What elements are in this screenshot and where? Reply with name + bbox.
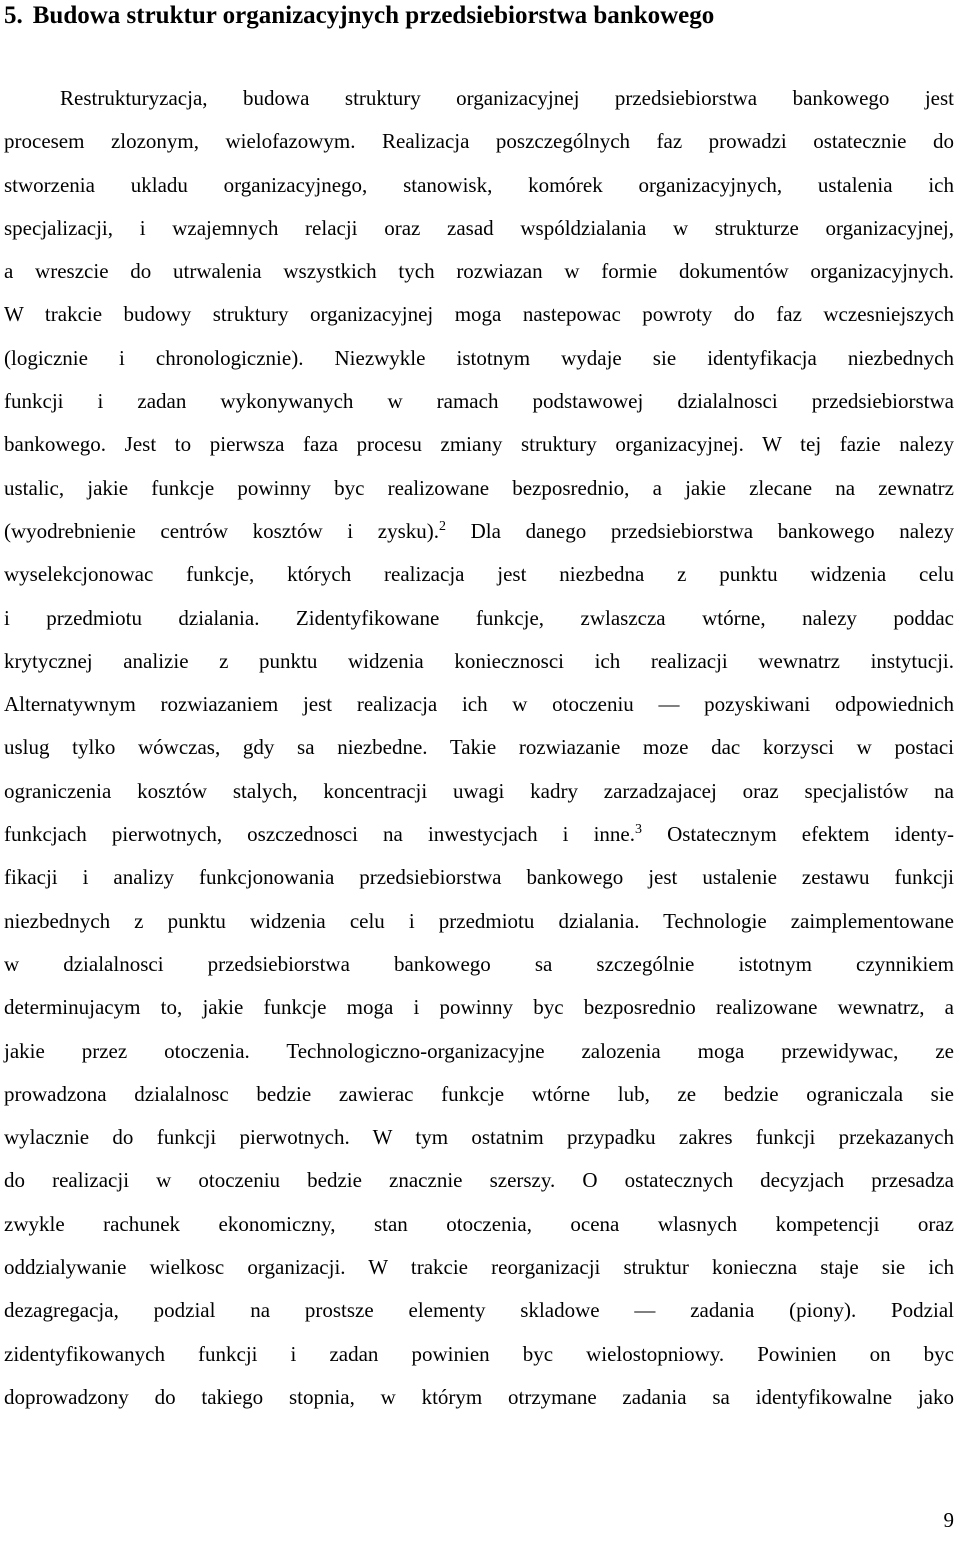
- text-line: bankowego. Jest to pierwsza faza procesu zmiany struktury organizacyjnej. W tej fazie nalezy: [4, 432, 954, 457]
- text-line: wylacznie do funkcji pierwotnych. W tym ostatnim przypadku zakres funkcji przekazanych: [4, 1125, 954, 1150]
- text-line: i przedmiotu dzialania. Zidentyfikowane funkcje, zwlaszcza wtórne, nalezy poddac: [4, 605, 954, 630]
- text-line: oddzialywanie wielkosc organizacji. W trakcie reorganizacji struktur konieczna staje sie ich: [4, 1255, 954, 1280]
- text-line: determinujacym to, jakie funkcje moga i powinny byc bezposrednio realizowane wewnatrz, a: [4, 995, 954, 1020]
- text-line: a wreszcie do utrwalenia wszystkich tych rozwiazan w formie dokumentów organizacyjnych.: [4, 259, 954, 284]
- text-line: do realizacji w otoczeniu bedzie znacznie szerszy. O ostatecznych decyzjach przesadza: [4, 1168, 954, 1193]
- section-number: 5.: [4, 2, 23, 29]
- body-paragraph: [4, 77, 954, 1419]
- text-line: fikacji i analizy funkcjonowania przedsiebiorstwa bankowego jest ustalenie zestawu funkcji: [4, 865, 954, 890]
- text-line: specjalizacji, i wzajemnych relacji oraz zasad wspóldzialania w strukturze organizacyjnej,: [4, 215, 954, 240]
- text-fragment: Dla danego przedsiebiorstwa bankowego nalezy: [446, 518, 954, 543]
- section-heading: [4, 2, 954, 30]
- text-line: dezagregacja, podzial na prostsze elementy skladowe — zadania (piony). Podzial: [4, 1298, 954, 1323]
- text-line: krytycznej analizie z punktu widzenia koniecznosci ich realizacji wewnatrz instytucji.: [4, 648, 954, 673]
- text-line: doprowadzony do takiego stopnia, w którym otrzymane zadania sa identyfikowalne jako: [4, 1384, 954, 1409]
- text-line: [4, 813, 954, 856]
- text-line: Restrukturyzacja, budowa struktury organizacyjnej przedsiebiorstwa bankowego jest: [60, 86, 954, 110]
- text-line: ograniczenia kosztów stalych, koncentracji uwagi kadry zarzadzajacej oraz specjalistów na: [4, 778, 954, 803]
- text-line: Alternatywnym rozwiazaniem jest realizacja ich w otoczeniu — pozyskiwani odpowiednich: [4, 692, 954, 717]
- text-line: ustalic, jakie funkcje powinny byc realizowane bezposrednio, a jakie zlecane na zewnatrz: [4, 475, 954, 500]
- footnote-reference[interactable]: 2: [439, 518, 446, 534]
- text-fragment: funkcjach pierwotnych, oszczednosci na inwestycjach i inne.: [4, 822, 635, 847]
- text-fragment: (wyodrebnienie centrów kosztów i zysku).: [4, 518, 439, 543]
- text-line: w dzialalnosci przedsiebiorstwa bankowego sa szczególnie istotnym czynnikiem: [4, 951, 954, 976]
- text-line: uslug tylko wówczas, gdy sa niezbedne. Takie rozwiazanie moze dac korzysci w postaci: [4, 735, 954, 760]
- text-line: jakie przez otoczenia. Technologiczno-organizacyjne zalozenia moga przewidywac, ze: [4, 1038, 954, 1063]
- text-line: zidentyfikowanych funkcji i zadan powinien byc wielostopniowy. Powinien on byc: [4, 1341, 954, 1366]
- page-number: 9: [943, 1508, 954, 1532]
- text-line: W trakcie budowy struktury organizacyjnej moga nastepowac powroty do faz wczesniejszych: [4, 302, 954, 327]
- text-line: wyselekcjonowac funkcje, których realizacja jest niezbedna z punktu widzenia celu: [4, 562, 954, 587]
- text-line: prowadzona dzialalnosc bedzie zawierac funkcje wtórne lub, ze bedzie ograniczala sie: [4, 1081, 954, 1106]
- text-line: stworzenia ukladu organizacyjnego, stanowisk, komórek organizacyjnych, ustalenia ich: [4, 172, 954, 197]
- text-line: funkcji i zadan wykonywanych w ramach podstawowej dzialalnosci przedsiebiorstwa: [4, 389, 954, 414]
- text-line: zwykle rachunek ekonomiczny, stan otoczenia, ocena wlasnych kompetencji oraz: [4, 1211, 954, 1236]
- text-line: niezbednych z punktu widzenia celu i przedmiotu dzialania. Technologie zaimplementowane: [4, 908, 954, 933]
- text-fragment: Ostatecznym efektem identy-: [642, 822, 954, 847]
- footnote-reference[interactable]: 3: [635, 822, 642, 838]
- text-line: [4, 510, 954, 553]
- text-line: (logicznie i chronologicznie). Niezwykle istotnym wydaje sie identyfikacja niezbednych: [4, 345, 954, 370]
- text-line: procesem zlozonym, wielofazowym. Realizacja poszczególnych faz prowadzi ostatecznie do: [4, 129, 954, 154]
- section-title: Budowa struktur organizacyjnych przedsiebiorstwa bankowego: [32, 2, 715, 29]
